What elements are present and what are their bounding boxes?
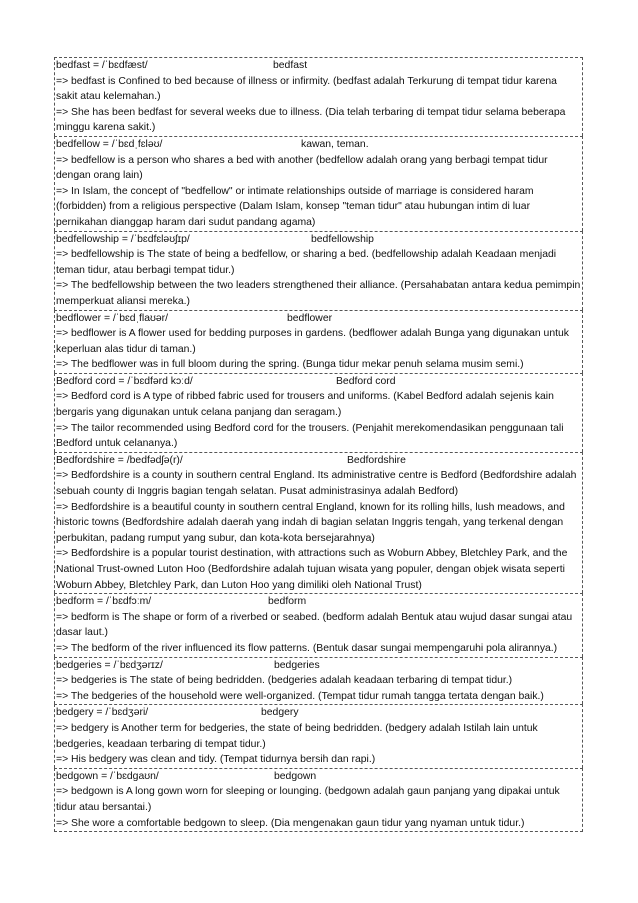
translation: bedgery xyxy=(261,707,299,719)
definition-line: => Bedfordshire is a popular tourist destination, with attractions such as Woburn Abbey, Bletchley Park, and the National Trust-owned Luton Hoo (Bedfordshire adalah tujuan wisata yang populer, dengan objek wisata seperti Woburn Abbey, Bletchley Park, dan Luton Hoo yang dimiliki oleh National Trust) xyxy=(56,548,568,591)
translation: bedgown xyxy=(274,770,317,782)
definition-line: => The bedfellowship between the two leaders strengthened their alliance. (Persahabatan antara kedua pemimpin memperkuat aliansi mereka.) xyxy=(56,280,581,307)
definition-line: => bedfellow is a person who shares a bed with another (bedfellow adalah orang yang berbagi tempat tidur dengan orang lain) xyxy=(56,154,548,182)
definition-line: => bedgown is A long gown worn for sleeping or lounging. (bedgown adalah gaun panjang yang dipakai untuk tidur atau bersantai.) xyxy=(56,786,560,813)
definition-line: => The bedgeries of the household were well-organized. (Tempat tidur rumah tangga tertata dengan baik.) xyxy=(56,690,544,702)
definition-line: => bedfellowship is The state of being a bedfellow, or sharing a bed. (bedfellowship adalah Keadaan menjadi teman tidur, atau berbagi tempat tidur.) xyxy=(56,249,557,276)
definition-line: => She has been bedfast for several weeks due to illness. (Dia telah terbaring di tempat tidur selama beberapa minggu karena sakit.) xyxy=(56,106,566,134)
entry-header xyxy=(56,705,581,721)
definition-line: => The bedform of the river influenced its flow patterns. (Bentuk dasar sungai mempengaruhi pola alirannya.) xyxy=(56,642,558,654)
definition-line: => In Islam, the concept of "bedfellow" or intimate relationships outside of marriage is considered haram (forbidden) from a religious perspective (Dalam Islam, konsep "teman tidur" atau hubungan intim di luar pernikahan dianggap haram dari sudut pandang agama) xyxy=(56,185,534,228)
dictionary-entry xyxy=(54,768,583,832)
dictionary-entry xyxy=(54,310,583,373)
definition-line: => The tailor recommended using Bedford cord for the trousers. (Penjahit merekomendasikan penggunaan tali Bedford untuk celananya.) xyxy=(56,422,564,450)
definition-line: => Bedford cord is A type of ribbed fabric used for trousers and uniforms. (Kabel Bedford adalah sejenis kain bergaris yang digunakan untuk celana panjang dan seragam.) xyxy=(56,391,554,419)
headword-pronunciation: bedfellow = /ˈbɛdˌfɛləʊ/ xyxy=(56,138,163,150)
entry-header xyxy=(56,137,581,153)
headword-pronunciation: bedfellowship = /ˈbɛdfɛləʊʃɪp/ xyxy=(56,233,190,245)
definition-line: => bedgeries is The state of being bedridden. (bedgeries adalah keadaan terbaring di tempat tidur.) xyxy=(56,675,513,687)
headword-pronunciation: bedflower = /ˈbɛdˌflaʊər/ xyxy=(56,312,169,324)
entry-header xyxy=(56,453,581,469)
definition-line: => Bedfordshire is a county in southern central England. Its administrative centre is Bedford (Bedfordshire adalah sebuah county di Inggris bagian tengah selatan. Pusat administrasinya adalah Bedford) xyxy=(56,470,577,498)
dictionary-page xyxy=(54,57,583,832)
translation: kawan, teman. xyxy=(301,138,369,150)
definition-line: => bedfast is Confined to bed because of illness or infirmity. (bedfast adalah Terkurung di tempat tidur karena sakit atau kelemahan.) xyxy=(56,75,557,103)
dictionary-entry xyxy=(54,593,583,656)
headword-pronunciation: bedform = /ˈbɛdfɔːm/ xyxy=(56,596,152,608)
translation: bedflower xyxy=(287,312,333,324)
definition-line: => Bedfordshire is a beautiful county in southern central England, known for its rolling hills, lush meadows, and historic towns (Bedfordshire adalah daerah yang indah di bagian selatan Inggris tengah, yang terkenal dengan perbukitan, padang rumput yang subur, dan kota-kota bersejarahnya) xyxy=(56,501,565,544)
dictionary-entry xyxy=(54,231,583,310)
definition-line: => His bedgery was clean and tidy. (Tempat tidurnya bersih dan rapi.) xyxy=(56,754,376,766)
dictionary-entry xyxy=(54,657,583,705)
definition-line: => bedform is The shape or form of a riverbed or seabed. (bedform adalah Bentuk atau wujud dasar sungai atau dasar laut.) xyxy=(56,611,573,639)
headword-pronunciation: bedgeries = /ˈbɛdʒərɪz/ xyxy=(56,659,163,671)
entry-header xyxy=(56,658,581,674)
headword-pronunciation: bedgown = /ˈbɛdgaʊn/ xyxy=(56,770,159,782)
translation: bedfellowship xyxy=(311,233,374,245)
headword-pronunciation: bedfast = /ˈbɛdfæst/ xyxy=(56,60,148,71)
dictionary-entry xyxy=(54,452,583,593)
definition-line: => The bedflower was in full bloom during the spring. (Bunga tidur mekar penuh selama musim semi.) xyxy=(56,359,524,371)
definition-line: => bedgery is Another term for bedgeries, the state of being bedridden. (bedgery adalah Istilah lain untuk bedgeries, keadaan terbaring di tempat tidur.) xyxy=(56,722,538,750)
dictionary-entry xyxy=(54,136,583,231)
definition-line: => She wore a comfortable bedgown to sleep. (Dia mengenakan gaun tidur yang nyaman untuk tidur.) xyxy=(56,817,525,829)
dictionary-entry xyxy=(54,57,583,136)
headword-pronunciation: Bedfordshire = /bedfədʃə(r)/ xyxy=(56,454,183,466)
translation: Bedford cord xyxy=(336,375,396,387)
translation: bedfast xyxy=(273,60,308,71)
dictionary-entry xyxy=(54,704,583,767)
entry-header xyxy=(56,58,581,74)
headword-pronunciation: bedgery = /ˈbɛdʒəri/ xyxy=(56,707,149,719)
headword-pronunciation: Bedford cord = /ˈbɛdfərd kɔːd/ xyxy=(56,375,193,387)
definition-line: => bedflower is A flower used for bedding purposes in gardens. (bedflower adalah Bunga yang digunakan untuk keperluan alas tidur di taman.) xyxy=(56,328,569,355)
translation: bedform xyxy=(268,596,307,608)
entry-header xyxy=(56,374,581,390)
entry-header xyxy=(56,594,581,610)
translation: bedgeries xyxy=(274,659,320,671)
entry-header xyxy=(56,232,581,248)
entry-header xyxy=(56,311,581,327)
dictionary-entry xyxy=(54,373,583,452)
entry-header xyxy=(56,769,581,785)
translation: Bedfordshire xyxy=(347,454,406,466)
